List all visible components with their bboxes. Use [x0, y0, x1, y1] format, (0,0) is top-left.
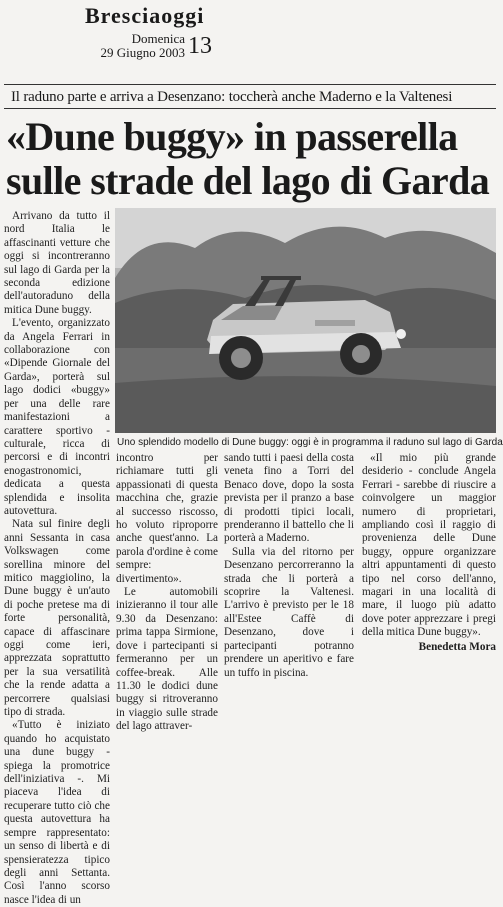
- article-kicker: Il raduno parte e arriva a Desenzano: toccherà anche Maderno e la Valtenesi: [11, 89, 453, 105]
- paragraph: Nata sul finire degli anni Sessanta in casa Volkswagen come sorellina minore del mitico maggiolino, la Dune buggy è un'auto di poche pretese ma di forte personalità, capace di affascinare oggi come ieri, apprezzata soprattutto per la sua versatilità che la rende adatta a percorrere qualsiasi tipo di strada.: [4, 518, 110, 719]
- dune-buggy-photo: [115, 208, 496, 433]
- article-headline: [6, 115, 496, 203]
- photo-caption: Uno splendido modello di Dune buggy: oggi è in programma il raduno sul lago di Garda: [117, 437, 503, 448]
- paragraph: Sulla via del ritorno per Desenzano percorreranno la strada che li porterà a scoprire la Valtenesi. L'arrivo è previsto per le 18 all'Estee Caffè di Desenzano, dove i partecipanti potranno prendere un aperitivo e fare un tuffo in piscina.: [224, 545, 354, 679]
- headline-line-2: sulle strade del lago di Garda: [6, 158, 490, 203]
- paragraph: Le automobili inizieranno il tour alle 9.30 da Desenzano: prima tappa Sirmione, dove i partecipanti si fermeranno per un coffee-break. Alle 11.30 le dodici dune buggy si ritroveranno in viaggio sulle strade del lago attraver-: [116, 586, 218, 733]
- article-column-middle: [116, 452, 218, 733]
- article-byline: Benedetta Mora: [418, 640, 496, 653]
- kicker-rule: [4, 108, 496, 109]
- top-rule: [4, 84, 496, 85]
- article-column-right: [224, 452, 354, 679]
- paragraph: incontro per richiamare tutti gli appassionati di questa macchina che, grazie al successo riscosso, ho voluto riproporre anche quest'anno. La parola d'ordine è come sempre: divertimento».: [116, 452, 218, 585]
- article-column-left: [4, 210, 110, 906]
- paragraph: «Il mio più grande desiderio - conclude Angela Ferrari - sarebbe di riuscire a coinvolgere un maggior numero di proprietari, ampliando così il raggio di provenienza delle Dune buggy, oppure organizzare altri appuntamenti di questo tipo nel corso dell'anno, magari in una località di mare, il luogo più adatto dove poter apprezzare i pregi della mitica Dune buggy».: [362, 452, 496, 639]
- page-number: 13: [188, 33, 212, 59]
- issue-full-date: 29 Giugno 2003: [100, 45, 185, 60]
- paragraph: L'evento, organizzato da Angela Ferrari in collaborazione con «Dipende Giornale del Garda», porterà sul lago dodici «buggy» per una delle rare manifestazioni a carattere sportivo - culturale, ricca di percorsi e di incontri enogastronomici, dedicata a questa splendida e insolita autovettura.: [4, 317, 110, 517]
- paragraph: «Tutto è iniziato quando ho acquistato una dune buggy - spiega la promotrice dell'iniziativa -. Mi piaceva l'idea di recuperare tutto ciò che questa autovettura ha sempre rappresentato: un senso di libertà e di spensieratezza tipico degli anni Settanta. Così l'anno scorso nasce l'idea di un: [4, 719, 110, 906]
- article-column-far-right: [362, 452, 496, 653]
- issue-date: [90, 32, 185, 60]
- newspaper-masthead: Bresciaoggi: [85, 3, 205, 28]
- headline-line-1: «Dune buggy» in passerella: [6, 114, 458, 159]
- paragraph: sando tutti i paesi della costa veneta fino a Torri del Benaco dove, dopo la sosta prevista per il pranzo a base di prodotti tipici locali, prenderanno il battello che li porterà a Maderno.: [224, 452, 354, 545]
- dune-buggy-illustration: [115, 208, 496, 433]
- paragraph: Arrivano da tutto il nord Italia le affascinanti vetture che oggi si incontreranno sul lago di Garda per la seconda edizione dell'autoraduno della mitica Dune buggy.: [4, 210, 110, 316]
- issue-day: Domenica: [131, 31, 185, 46]
